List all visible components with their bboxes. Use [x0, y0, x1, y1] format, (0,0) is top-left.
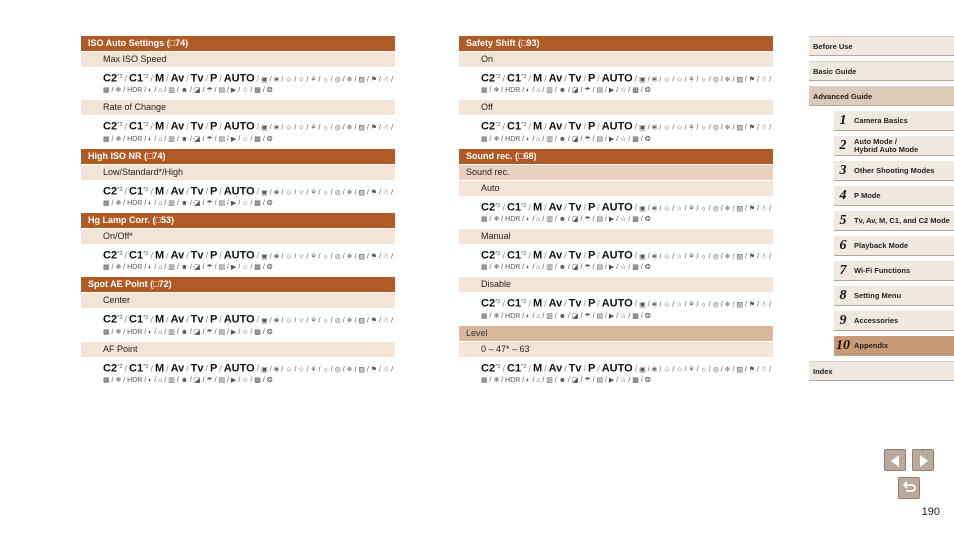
chapter-number: 4	[839, 187, 847, 203]
section-title: Level	[459, 326, 773, 341]
mode-c1-icon: C1	[507, 297, 522, 310]
mode-av-icon: Av	[170, 361, 185, 374]
chapter-link[interactable]	[834, 261, 954, 281]
mode-c1-icon: C1	[507, 200, 522, 213]
mode-auto-icon: AUTO	[601, 72, 633, 85]
mode-c1-icon: C1	[507, 120, 522, 133]
scene-mode-icons: ▣ / ❀ / ☺ / ☆ / ⚘ / ☼ / ◎ / ❈ / ▨ / ⚑ / ☃ / ▦ / ❄ / HDR / ◐ / ⌂ / ▥ / ☻ / ◪ / ☂ / ▤ / ▶ / ☆ / ▩ / ❂	[103, 124, 394, 143]
chapter-link[interactable]	[834, 111, 954, 131]
left-column	[81, 36, 395, 390]
mode-c1-icon: C1	[507, 249, 522, 262]
mode-p-icon: P	[587, 120, 596, 133]
chapter-number: 3	[839, 162, 847, 178]
mode-av-icon: Av	[170, 249, 185, 262]
scene-mode-icons: ▣ / ❀ / ☺ / ☆ / ⚘ / ☼ / ◎ / ❈ / ▨ / ⚑ / ☃ / ▦ / ❄ / HDR / ◐ / ⌂ / ▥ / ☻ / ◪ / ☂ / ▤ / ▶ / ☆ / ▩ / ❂	[481, 204, 772, 223]
mode-tv-icon: Tv	[568, 72, 582, 85]
mode-p-icon: P	[587, 297, 596, 310]
scene-mode-icons: ▣ / ❀ / ☺ / ☆ / ⚘ / ☼ / ◎ / ❈ / ▨ / ⚑ / ☃ / ▦ / ❄ / HDR / ◐ / ⌂ / ▥ / ☻ / ◪ / ☂ / ▤ / ▶ / ☆ / ▩ / ❂	[103, 76, 394, 95]
scene-mode-icons: ▣ / ❀ / ☺ / ☆ / ⚘ / ☼ / ◎ / ❈ / ▨ / ⚑ / ☃ / ▦ / ❄ / HDR / ◐ / ⌂ / ▥ / ☻ / ◪ / ☂ / ▤ / ▶ / ☆ / ▩ / ❂	[481, 365, 772, 384]
mode-auto-icon: AUTO	[601, 297, 633, 310]
mode-c2-icon: C2	[103, 313, 118, 326]
mode-m-icon: M	[533, 249, 543, 262]
mode-p-icon: P	[209, 72, 218, 85]
mode-p-icon: P	[209, 313, 218, 326]
mode-availability-icons: C2$^{*2}$ / C1$^{*2}$ / M / Av / Tv / P / AUTO / ▣ / ❀ / ☺ / ☆ / ⚘ / ☼ / ◎ / ❈ / ▨ / ⚑ / ☃ / ▦ / ❄ / HDR / ◐ / ⌂ / ▥ / ☻ / ◪ / ☂ / ▤ / ▶ / ☆ / ▩ / ❂	[103, 249, 394, 272]
section-title: High ISO NR (□74)	[81, 149, 395, 164]
mode-availability-icons: C2$^{*2}$ / C1$^{*2}$ / M / Av / Tv / P / AUTO / ▣ / ❀ / ☺ / ☆ / ⚘ / ☼ / ◎ / ❈ / ▨ / ⚑ / ☃ / ▦ / ❄ / HDR / ◐ / ⌂ / ▥ / ☻ / ◪ / ☂ / ▤ / ▶ / ☆ / ▩ / ❂	[481, 297, 772, 320]
mode-availability-icons: C2$^{*2}$ / C1$^{*2}$ / M / Av / Tv / P / AUTO / ▣ / ❀ / ☺ / ☆ / ⚘ / ☼ / ◎ / ❈ / ▨ / ⚑ / ☃ / ▦ / ❄ / HDR / ◐ / ⌂ / ▥ / ☻ / ◪ / ☂ / ▤ / ▶ / ☆ / ▩ / ❂	[103, 120, 394, 143]
chapter-label: P Mode	[854, 190, 881, 200]
scene-mode-icons: ▣ / ❀ / ☺ / ☆ / ⚘ / ☼ / ◎ / ❈ / ▨ / ⚑ / ☃ / ▦ / ❄ / HDR / ◐ / ⌂ / ▥ / ☻ / ◪ / ☂ / ▤ / ▶ / ☆ / ▩ / ❂	[103, 188, 394, 207]
setting-option: On	[459, 52, 773, 67]
mode-av-icon: Av	[548, 120, 563, 133]
chapter-label: Appendix	[854, 340, 889, 350]
mode-p-icon: P	[209, 184, 218, 197]
mode-tv-icon: Tv	[568, 361, 582, 374]
chapter-label: Other Shooting Modes	[854, 165, 935, 175]
mode-auto-icon: AUTO	[601, 361, 633, 374]
mode-m-icon: M	[155, 120, 165, 133]
setting-option: Center	[81, 293, 395, 308]
next-page-button[interactable]	[912, 449, 934, 471]
mode-c1-icon: C1	[507, 361, 522, 374]
nav-before-use[interactable]: Before Use	[809, 36, 954, 56]
scene-mode-icons: ▣ / ❀ / ☺ / ☆ / ⚘ / ☼ / ◎ / ❈ / ▨ / ⚑ / ☃ / ▦ / ❄ / HDR / ◐ / ⌂ / ▥ / ☻ / ◪ / ☂ / ▤ / ▶ / ☆ / ▩ / ❂	[481, 124, 772, 143]
mode-av-icon: Av	[548, 72, 563, 85]
mode-av-icon: Av	[548, 249, 563, 262]
chapter-label: Accessories	[854, 315, 899, 325]
chapter-link[interactable]	[834, 236, 954, 256]
mode-c2-icon: C2	[481, 361, 496, 374]
mode-availability-icons: C2$^{*2}$ / C1$^{*2}$ / M / Av / Tv / P / AUTO / ▣ / ❀ / ☺ / ☆ / ⚘ / ☼ / ◎ / ❈ / ▨ / ⚑ / ☃ / ▦ / ❄ / HDR / ◐ / ⌂ / ▥ / ☻ / ◪ / ☂ / ▤ / ▶ / ☆ / ▩ / ❂	[481, 72, 772, 95]
chapter-link[interactable]	[834, 311, 954, 331]
chapter-number: 8	[839, 287, 847, 303]
chapter-number: 2	[839, 137, 847, 153]
right-column	[459, 36, 773, 390]
setting-option: Rate of Change	[81, 100, 395, 115]
nav-index[interactable]: Index	[809, 361, 954, 381]
mode-c1-icon: C1	[129, 184, 144, 197]
mode-availability-icons: C2$^{*2}$ / C1$^{*2}$ / M / Av / Tv / P / AUTO / ▣ / ❀ / ☺ / ☆ / ⚘ / ☼ / ◎ / ❈ / ▨ / ⚑ / ☃ / ▦ / ❄ / HDR / ◐ / ⌂ / ▥ / ☻ / ◪ / ☂ / ▤ / ▶ / ☆ / ▩ / ❂	[103, 313, 394, 336]
setting-option: Low/Standard*/High	[81, 165, 395, 180]
mode-tv-icon: Tv	[190, 249, 204, 262]
mode-availability-icons: C2$^{*2}$ / C1$^{*2}$ / M / Av / Tv / P / AUTO / ▣ / ❀ / ☺ / ☆ / ⚘ / ☼ / ◎ / ❈ / ▨ / ⚑ / ☃ / ▦ / ❄ / HDR / ◐ / ⌂ / ▥ / ☻ / ◪ / ☂ / ▤ / ▶ / ☆ / ▩ / ❂	[481, 120, 772, 143]
mode-av-icon: Av	[170, 313, 185, 326]
mode-c1-icon: C1	[129, 361, 144, 374]
mode-c2-icon: C2	[481, 72, 496, 85]
mode-m-icon: M	[155, 72, 165, 85]
mode-availability-icons: C2$^{*2}$ / C1$^{*2}$ / M / Av / Tv / P / AUTO / ▣ / ❀ / ☺ / ☆ / ⚘ / ☼ / ◎ / ❈ / ▨ / ⚑ / ☃ / ▦ / ❄ / HDR / ◐ / ⌂ / ▥ / ☻ / ◪ / ☂ / ▤ / ▶ / ☆ / ▩ / ❂	[481, 361, 772, 384]
mode-av-icon: Av	[170, 72, 185, 85]
mode-auto-icon: AUTO	[601, 200, 633, 213]
section-title: Spot AE Point (□72)	[81, 277, 395, 292]
chapter-label: Setting Menu	[854, 290, 902, 300]
setting-option: Off	[459, 100, 773, 115]
mode-av-icon: Av	[170, 184, 185, 197]
section-title: ISO Auto Settings (□74)	[81, 36, 395, 51]
mode-tv-icon: Tv	[568, 297, 582, 310]
mode-tv-icon: Tv	[190, 184, 204, 197]
mode-auto-icon: AUTO	[223, 361, 255, 374]
setting-option: Auto	[459, 181, 773, 196]
chapter-link[interactable]	[834, 211, 954, 231]
mode-auto-icon: AUTO	[601, 120, 633, 133]
mode-tv-icon: Tv	[568, 249, 582, 262]
setting-option: Max ISO Speed	[81, 52, 395, 67]
mode-m-icon: M	[533, 72, 543, 85]
scene-mode-icons: ▣ / ❀ / ☺ / ☆ / ⚘ / ☼ / ◎ / ❈ / ▨ / ⚑ / ☃ / ▦ / ❄ / HDR / ◐ / ⌂ / ▥ / ☻ / ◪ / ☂ / ▤ / ▶ / ☆ / ▩ / ❂	[103, 253, 394, 272]
mode-m-icon: M	[155, 249, 165, 262]
mode-c1-icon: C1	[129, 313, 144, 326]
mode-p-icon: P	[209, 361, 218, 374]
mode-p-icon: P	[587, 72, 596, 85]
prev-page-button[interactable]	[884, 449, 906, 471]
mode-c2-icon: C2	[103, 120, 118, 133]
chapter-number: 5	[839, 212, 847, 228]
mode-tv-icon: Tv	[568, 120, 582, 133]
chapter-number: 9	[839, 312, 847, 328]
mode-c2-icon: C2	[103, 249, 118, 262]
mode-auto-icon: AUTO	[601, 249, 633, 262]
mode-m-icon: M	[533, 361, 543, 374]
chapter-link[interactable]	[834, 286, 954, 306]
return-icon	[899, 478, 919, 498]
chapter-link[interactable]	[834, 186, 954, 206]
chapter-number: 6	[839, 237, 847, 253]
mode-availability-icons: C2$^{*2}$ / C1$^{*2}$ / M / Av / Tv / P / AUTO / ▣ / ❀ / ☺ / ☆ / ⚘ / ☼ / ◎ / ❈ / ▨ / ⚑ / ☃ / ▦ / ❄ / HDR / ◐ / ⌂ / ▥ / ☻ / ◪ / ☂ / ▤ / ▶ / ☆ / ▩ / ❂	[103, 361, 394, 384]
mode-tv-icon: Tv	[190, 313, 204, 326]
chapter-number: 1	[839, 112, 847, 128]
section-title: Safety Shift (□93)	[459, 36, 773, 51]
mode-tv-icon: Tv	[190, 120, 204, 133]
arrow-right-icon	[920, 455, 928, 467]
mode-auto-icon: AUTO	[223, 72, 255, 85]
scene-mode-icons: ▣ / ❀ / ☺ / ☆ / ⚘ / ☼ / ◎ / ❈ / ▨ / ⚑ / ☃ / ▦ / ❄ / HDR / ◐ / ⌂ / ▥ / ☻ / ◪ / ☂ / ▤ / ▶ / ☆ / ▩ / ❂	[103, 365, 394, 384]
mode-p-icon: P	[587, 249, 596, 262]
mode-m-icon: M	[533, 200, 543, 213]
mode-auto-icon: AUTO	[223, 120, 255, 133]
mode-c2-icon: C2	[481, 249, 496, 262]
mode-auto-icon: AUTO	[223, 313, 255, 326]
scene-mode-icons: ▣ / ❀ / ☺ / ☆ / ⚘ / ☼ / ◎ / ❈ / ▨ / ⚑ / ☃ / ▦ / ❄ / HDR / ◐ / ⌂ / ▥ / ☻ / ◪ / ☂ / ▤ / ▶ / ☆ / ▩ / ❂	[481, 301, 772, 320]
chapter-label: Camera Basics	[854, 115, 908, 125]
nav-basic-guide[interactable]: Basic Guide	[809, 61, 954, 81]
setting-option: AF Point	[81, 342, 395, 357]
mode-p-icon: P	[587, 200, 596, 213]
section-title: Hg Lamp Corr. (□53)	[81, 213, 395, 228]
mode-tv-icon: Tv	[568, 200, 582, 213]
page-number: 190	[921, 506, 940, 518]
scene-mode-icons: ▣ / ❀ / ☺ / ☆ / ⚘ / ☼ / ◎ / ❈ / ▨ / ⚑ / ☃ / ▦ / ❄ / HDR / ◐ / ⌂ / ▥ / ☻ / ◪ / ☂ / ▤ / ▶ / ☆ / ▩ / ❂	[481, 76, 772, 95]
chapter-number: 10	[836, 337, 850, 353]
mode-c2-icon: C2	[481, 297, 496, 310]
mode-av-icon: Av	[548, 297, 563, 310]
mode-av-icon: Av	[170, 120, 185, 133]
mode-m-icon: M	[155, 313, 165, 326]
chapter-label: Playback Mode	[854, 240, 909, 250]
sidebar	[809, 36, 954, 386]
chapter-link[interactable]	[834, 161, 954, 181]
mode-m-icon: M	[155, 361, 165, 374]
arrow-left-icon	[891, 455, 899, 467]
mode-c2-icon: C2	[481, 120, 496, 133]
mode-m-icon: M	[155, 184, 165, 197]
setting-option: 0 – 47* – 63	[459, 342, 773, 357]
setting-option: Disable	[459, 277, 773, 292]
setting-option: Manual	[459, 229, 773, 244]
mode-availability-icons: C2$^{*2}$ / C1$^{*2}$ / M / Av / Tv / P / AUTO / ▣ / ❀ / ☺ / ☆ / ⚘ / ☼ / ◎ / ❈ / ▨ / ⚑ / ☃ / ▦ / ❄ / HDR / ◐ / ⌂ / ▥ / ☻ / ◪ / ☂ / ▤ / ▶ / ☆ / ▩ / ❂	[481, 249, 772, 272]
mode-m-icon: M	[533, 297, 543, 310]
mode-auto-icon: AUTO	[223, 184, 255, 197]
mode-availability-icons: C2$^{*2}$ / C1$^{*2}$ / M / Av / Tv / P / AUTO / ▣ / ❀ / ☺ / ☆ / ⚘ / ☼ / ◎ / ❈ / ▨ / ⚑ / ☃ / ▦ / ❄ / HDR / ◐ / ⌂ / ▥ / ☻ / ◪ / ☂ / ▤ / ▶ / ☆ / ▩ / ❂	[481, 200, 772, 223]
mode-availability-icons: C2$^{*2}$ / C1$^{*2}$ / M / Av / Tv / P / AUTO / ▣ / ❀ / ☺ / ☆ / ⚘ / ☼ / ◎ / ❈ / ▨ / ⚑ / ☃ / ▦ / ❄ / HDR / ◐ / ⌂ / ▥ / ☻ / ◪ / ☂ / ▤ / ▶ / ☆ / ▩ / ❂	[103, 72, 394, 95]
mode-c2-icon: C2	[481, 200, 496, 213]
mode-tv-icon: Tv	[190, 361, 204, 374]
chapter-link[interactable]	[834, 136, 954, 156]
chapter-link[interactable]	[834, 336, 954, 356]
mode-availability-icons: C2$^{*2}$ / C1$^{*2}$ / M / Av / Tv / P / AUTO / ▣ / ❀ / ☺ / ☆ / ⚘ / ☼ / ◎ / ❈ / ▨ / ⚑ / ☃ / ▦ / ❄ / HDR / ◐ / ⌂ / ▥ / ☻ / ◪ / ☂ / ▤ / ▶ / ☆ / ▩ / ❂	[103, 184, 394, 207]
mode-p-icon: P	[209, 120, 218, 133]
mode-c1-icon: C1	[129, 249, 144, 262]
section-title: Sound rec. (□68)	[459, 149, 773, 164]
mode-av-icon: Av	[548, 361, 563, 374]
chapter-label: Tv, Av, M, C1, and C2 Mode	[854, 215, 950, 225]
chapter-number: 7	[839, 262, 847, 278]
mode-p-icon: P	[587, 361, 596, 374]
mode-c2-icon: C2	[103, 72, 118, 85]
mode-c2-icon: C2	[103, 361, 118, 374]
mode-m-icon: M	[533, 120, 543, 133]
mode-av-icon: Av	[548, 200, 563, 213]
mode-c2-icon: C2	[103, 184, 118, 197]
scene-mode-icons: ▣ / ❀ / ☺ / ☆ / ⚘ / ☼ / ◎ / ❈ / ▨ / ⚑ / ☃ / ▦ / ❄ / HDR / ◐ / ⌂ / ▥ / ☻ / ◪ / ☂ / ▤ / ▶ / ☆ / ▩ / ❂	[481, 253, 772, 272]
mode-c1-icon: C1	[507, 72, 522, 85]
scene-mode-icons: ▣ / ❀ / ☺ / ☆ / ⚘ / ☼ / ◎ / ❈ / ▨ / ⚑ / ☃ / ▦ / ❄ / HDR / ◐ / ⌂ / ▥ / ☻ / ◪ / ☂ / ▤ / ▶ / ☆ / ▩ / ❂	[103, 317, 394, 336]
mode-auto-icon: AUTO	[223, 249, 255, 262]
return-button[interactable]	[898, 477, 920, 499]
chapter-label: Wi-Fi Functions	[854, 265, 911, 275]
mode-c1-icon: C1	[129, 120, 144, 133]
setting-option: On/Off*	[81, 229, 395, 244]
nav-advanced-guide[interactable]: Advanced Guide	[809, 86, 954, 106]
chapter-label: Auto Mode / Hybrid Auto Mode	[854, 136, 919, 154]
section-subtitle: Sound rec.	[459, 165, 773, 180]
mode-tv-icon: Tv	[190, 72, 204, 85]
mode-c1-icon: C1	[129, 72, 144, 85]
mode-p-icon: P	[209, 249, 218, 262]
